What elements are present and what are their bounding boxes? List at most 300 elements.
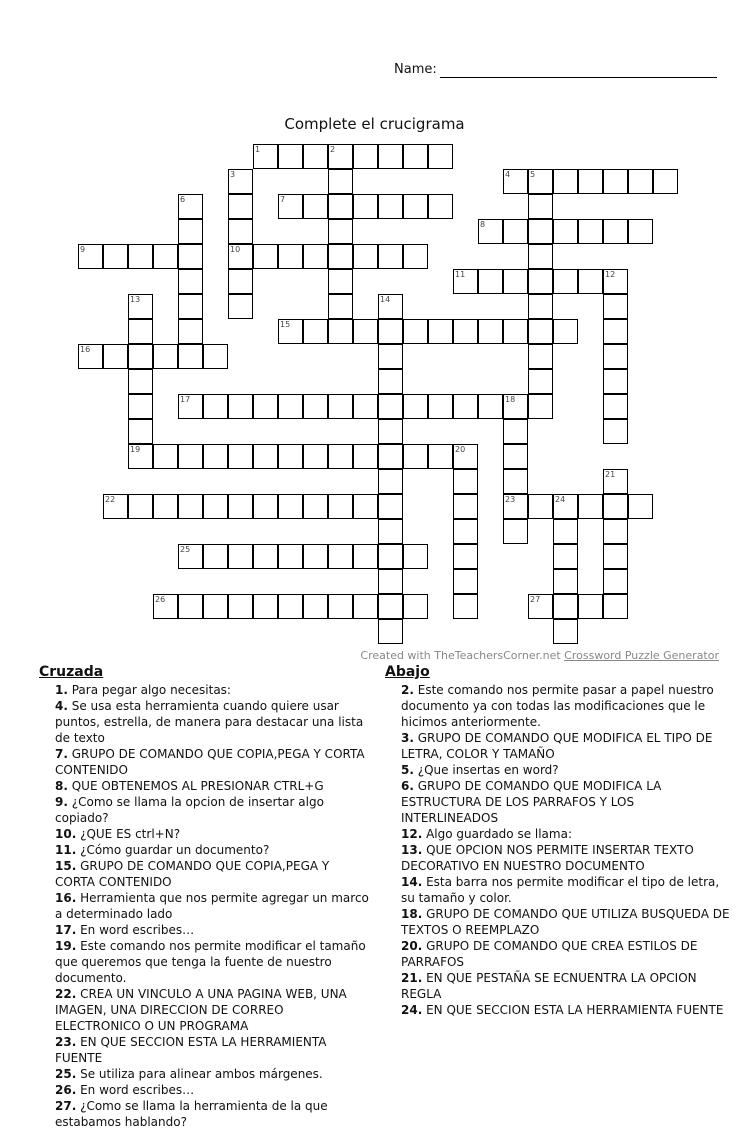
across-list [39, 682, 369, 1130]
clue-text: ¿Como se llama la herramienta de la que estabamos hablando? [55, 1099, 328, 1129]
credit-line [360, 649, 719, 662]
grid-cell[interactable] [128, 244, 153, 269]
grid-cell[interactable] [178, 269, 203, 294]
grid-cell[interactable] [278, 194, 303, 219]
clue-number: 17. [55, 923, 77, 937]
grid-cell[interactable] [128, 494, 153, 519]
grid-cell[interactable] [278, 394, 303, 419]
grid-cell[interactable] [503, 394, 528, 419]
clue-number: 21. [401, 971, 423, 985]
grid-cell[interactable] [528, 394, 553, 419]
clue-text: En word escribes… [76, 923, 195, 937]
page-title: Complete el crucigrama [284, 115, 465, 133]
grid-cell[interactable] [278, 544, 303, 569]
grid-cell[interactable] [528, 494, 553, 519]
grid-cell[interactable] [253, 244, 278, 269]
grid-cell[interactable] [178, 394, 203, 419]
clue-text: EN QUE SECCION ESTA LA HERRAMIENTA FUENTE [55, 1035, 327, 1065]
grid-cell[interactable] [278, 594, 303, 619]
across-clue [39, 842, 369, 858]
grid-cell[interactable] [403, 244, 428, 269]
grid-cell[interactable] [603, 319, 628, 344]
grid-cell[interactable] [428, 144, 453, 169]
clue-number: 3. [401, 731, 414, 745]
grid-cell[interactable] [603, 569, 628, 594]
grid-cell[interactable] [253, 144, 278, 169]
grid-cell[interactable] [603, 519, 628, 544]
across-clue [39, 682, 369, 698]
grid-cell[interactable] [328, 144, 353, 169]
grid-cell[interactable] [128, 369, 153, 394]
grid-cell[interactable] [153, 444, 178, 469]
grid-cell[interactable] [453, 519, 478, 544]
across-clue [39, 746, 369, 778]
grid-cell[interactable] [328, 494, 353, 519]
grid-cell[interactable] [603, 544, 628, 569]
grid-cell[interactable] [428, 194, 453, 219]
grid-cell[interactable] [603, 594, 628, 619]
cell-number: 18 [505, 395, 516, 404]
grid-cell[interactable] [228, 394, 253, 419]
grid-cell[interactable] [178, 194, 203, 219]
grid-cell[interactable] [378, 594, 403, 619]
grid-cell[interactable] [603, 169, 628, 194]
down-clue [385, 778, 730, 826]
cell-number: 19 [130, 445, 141, 454]
grid-cell[interactable] [228, 169, 253, 194]
grid-cell[interactable] [303, 194, 328, 219]
grid-cell[interactable] [528, 219, 553, 244]
clue-text: Para pegar algo necesitas: [67, 683, 231, 697]
grid-cell[interactable] [553, 594, 578, 619]
clue-text: ¿Como se llama la opcion de insertar algo copiado? [55, 795, 324, 825]
cell-number: 2 [330, 145, 336, 154]
grid-cell[interactable] [553, 319, 578, 344]
grid-cell[interactable] [353, 544, 378, 569]
grid-cell[interactable] [378, 444, 403, 469]
clue-text: Se utiliza para alinear ambos márgenes. [76, 1067, 323, 1081]
grid-cell[interactable] [328, 244, 353, 269]
grid-cell[interactable] [328, 194, 353, 219]
grid-cell[interactable] [403, 394, 428, 419]
grid-cell[interactable] [303, 444, 328, 469]
clue-number: 20. [401, 939, 423, 953]
cell-number: 1 [255, 145, 261, 154]
grid-cell[interactable] [203, 444, 228, 469]
grid-cell[interactable] [603, 269, 628, 294]
grid-cell[interactable] [478, 394, 503, 419]
grid-cell[interactable] [128, 444, 153, 469]
clue-number: 27. [55, 1099, 77, 1113]
grid-cell[interactable] [453, 544, 478, 569]
clue-number: 23. [55, 1035, 77, 1049]
clue-number: 14. [401, 875, 423, 889]
grid-cell[interactable] [128, 419, 153, 444]
grid-cell[interactable] [253, 594, 278, 619]
cell-number: 3 [230, 170, 236, 179]
grid-cell[interactable] [303, 544, 328, 569]
grid-cell[interactable] [528, 594, 553, 619]
cell-number: 9 [80, 245, 86, 254]
grid-cell[interactable] [228, 194, 253, 219]
cell-number: 7 [280, 195, 286, 204]
across-clue [39, 1082, 369, 1098]
clue-number: 18. [401, 907, 423, 921]
grid-cell[interactable] [403, 444, 428, 469]
cell-number: 10 [230, 245, 241, 254]
clue-number: 2. [401, 683, 414, 697]
grid-cell[interactable] [453, 269, 478, 294]
grid-cell[interactable] [328, 544, 353, 569]
grid-cell[interactable] [203, 494, 228, 519]
grid-cell[interactable] [528, 244, 553, 269]
credit-text: Created with TheTeachersCorner.net [360, 649, 565, 662]
grid-cell[interactable] [328, 169, 353, 194]
grid-cell[interactable] [378, 469, 403, 494]
cell-number: 23 [505, 495, 516, 504]
grid-cell[interactable] [303, 594, 328, 619]
across-clues [39, 664, 369, 1130]
grid-cell[interactable] [528, 294, 553, 319]
grid-cell[interactable] [453, 569, 478, 594]
cell-number: 8 [480, 220, 486, 229]
down-clues [385, 664, 730, 1018]
down-heading: Abajo [385, 664, 430, 680]
across-clue [39, 794, 369, 826]
cell-number: 15 [280, 320, 291, 329]
grid-cell[interactable] [503, 419, 528, 444]
grid-cell[interactable] [178, 294, 203, 319]
grid-cell[interactable] [228, 544, 253, 569]
grid-cell[interactable] [353, 444, 378, 469]
grid-cell[interactable] [328, 394, 353, 419]
across-clue [39, 826, 369, 842]
grid-cell[interactable] [578, 494, 603, 519]
grid-cell[interactable] [503, 494, 528, 519]
grid-cell[interactable] [228, 294, 253, 319]
grid-cell[interactable] [203, 344, 228, 369]
grid-cell[interactable] [428, 319, 453, 344]
grid-cell[interactable] [378, 294, 403, 319]
grid-cell[interactable] [353, 319, 378, 344]
clue-text: QUE OBTENEMOS AL PRESIONAR CTRL+G [67, 779, 324, 793]
clue-number: 15. [55, 859, 77, 873]
grid-cell[interactable] [228, 269, 253, 294]
grid-cell[interactable] [503, 219, 528, 244]
grid-cell[interactable] [378, 544, 403, 569]
grid-cell[interactable] [603, 394, 628, 419]
grid-cell[interactable] [328, 294, 353, 319]
grid-cell[interactable] [228, 244, 253, 269]
grid-cell[interactable] [378, 144, 403, 169]
cell-number: 4 [505, 170, 511, 179]
clue-text: Se usa esta herramienta cuando quiere usar puntos, estrella, de manera para destacar una lista de texto [55, 699, 364, 745]
across-clue [39, 1098, 369, 1130]
clue-text: Algo guardado se llama: [422, 827, 572, 841]
grid-cell[interactable] [178, 544, 203, 569]
grid-cell[interactable] [528, 169, 553, 194]
cell-number: 13 [130, 295, 141, 304]
grid-cell[interactable] [453, 469, 478, 494]
across-clue [39, 858, 369, 890]
down-clue [385, 762, 730, 778]
grid-cell[interactable] [503, 169, 528, 194]
grid-cell[interactable] [528, 369, 553, 394]
grid-cell[interactable] [178, 319, 203, 344]
grid-cell[interactable] [178, 219, 203, 244]
down-clue [385, 730, 730, 762]
cell-number: 21 [605, 470, 616, 479]
grid-cell[interactable] [103, 344, 128, 369]
cell-number: 20 [455, 445, 466, 454]
grid-cell[interactable] [228, 444, 253, 469]
grid-cell[interactable] [528, 319, 553, 344]
grid-cell[interactable] [178, 444, 203, 469]
grid-cell[interactable] [178, 494, 203, 519]
clue-number: 9. [55, 795, 68, 809]
grid-cell[interactable] [378, 619, 403, 644]
clue-text: QUE OPCION NOS PERMITE INSERTAR TEXTO DECORATIVO EN NUESTRO DOCUMENTO [401, 843, 694, 873]
grid-cell[interactable] [328, 319, 353, 344]
cell-number: 25 [180, 545, 191, 554]
grid-cell[interactable] [153, 594, 178, 619]
grid-cell[interactable] [203, 394, 228, 419]
grid-cell[interactable] [528, 344, 553, 369]
grid-cell[interactable] [353, 594, 378, 619]
grid-cell[interactable] [303, 144, 328, 169]
clue-number: 5. [401, 763, 414, 777]
across-clue [39, 890, 369, 922]
clue-text: ¿Cómo guardar un documento? [76, 843, 270, 857]
grid-cell[interactable] [353, 494, 378, 519]
grid-cell[interactable] [378, 569, 403, 594]
grid-cell[interactable] [403, 544, 428, 569]
across-clue [39, 698, 369, 746]
grid-cell[interactable] [628, 219, 653, 244]
grid-cell[interactable] [353, 394, 378, 419]
cell-number: 27 [530, 595, 541, 604]
down-clue [385, 682, 730, 730]
grid-cell[interactable] [378, 394, 403, 419]
across-clue [39, 778, 369, 794]
grid-cell[interactable] [578, 219, 603, 244]
grid-cell[interactable] [78, 344, 103, 369]
grid-cell[interactable] [378, 494, 403, 519]
clue-number: 13. [401, 843, 423, 857]
grid-cell[interactable] [228, 494, 253, 519]
down-list [385, 682, 730, 1018]
grid-cell[interactable] [553, 269, 578, 294]
grid-cell[interactable] [478, 319, 503, 344]
grid-cell[interactable] [453, 594, 478, 619]
grid-cell[interactable] [503, 269, 528, 294]
grid-cell[interactable] [103, 244, 128, 269]
grid-cell[interactable] [203, 594, 228, 619]
clue-text: GRUPO DE COMANDO QUE COPIA,PEGA Y CORTA CONTENIDO [55, 859, 330, 889]
grid-cell[interactable] [503, 444, 528, 469]
grid-cell[interactable] [253, 494, 278, 519]
grid-cell[interactable] [378, 519, 403, 544]
grid-cell[interactable] [253, 444, 278, 469]
clue-number: 7. [55, 747, 68, 761]
grid-cell[interactable] [353, 144, 378, 169]
clue-text: ¿Que insertas en word? [413, 763, 559, 777]
grid-cell[interactable] [328, 269, 353, 294]
clue-text: GRUPO DE COMANDO QUE MODIFICA EL TIPO DE LETRA, COLOR Y TAMAÑO [401, 731, 713, 761]
grid-cell[interactable] [303, 494, 328, 519]
grid-cell[interactable] [503, 519, 528, 544]
grid-cell[interactable] [128, 344, 153, 369]
name-label: Name: [394, 62, 437, 77]
grid-cell[interactable] [503, 319, 528, 344]
grid-cell[interactable] [603, 369, 628, 394]
grid-cell[interactable] [453, 444, 478, 469]
grid-cell[interactable] [403, 194, 428, 219]
grid-cell[interactable] [378, 194, 403, 219]
clue-text: Este comando nos permite pasar a papel nuestro documento ya con todas las modificaciones que le hicimos anteriormente. [401, 683, 714, 729]
grid-cell[interactable] [228, 594, 253, 619]
grid-cell[interactable] [553, 519, 578, 544]
grid-cell[interactable] [478, 269, 503, 294]
grid-cell[interactable] [353, 194, 378, 219]
grid-cell[interactable] [353, 244, 378, 269]
grid-cell[interactable] [128, 294, 153, 319]
across-clue [39, 986, 369, 1034]
grid-cell[interactable] [528, 269, 553, 294]
clue-number: 24. [401, 1003, 423, 1017]
grid-cell[interactable] [453, 319, 478, 344]
grid-cell[interactable] [603, 294, 628, 319]
cell-number: 16 [80, 345, 91, 354]
grid-cell[interactable] [278, 444, 303, 469]
grid-cell[interactable] [553, 494, 578, 519]
grid-cell[interactable] [378, 344, 403, 369]
cell-number: 12 [605, 270, 616, 279]
grid-cell[interactable] [603, 219, 628, 244]
grid-cell[interactable] [378, 244, 403, 269]
down-clue [385, 842, 730, 874]
across-clue [39, 938, 369, 986]
grid-cell[interactable] [328, 444, 353, 469]
grid-cell[interactable] [153, 244, 178, 269]
grid-cell[interactable] [553, 544, 578, 569]
grid-cell[interactable] [278, 319, 303, 344]
grid-cell[interactable] [278, 244, 303, 269]
grid-cell[interactable] [153, 344, 178, 369]
grid-cell[interactable] [528, 194, 553, 219]
grid-cell[interactable] [128, 394, 153, 419]
grid-cell[interactable] [253, 394, 278, 419]
grid-cell[interactable] [228, 219, 253, 244]
cell-number: 5 [530, 170, 536, 179]
grid-cell[interactable] [303, 394, 328, 419]
cell-number: 14 [380, 295, 391, 304]
clue-text: Herramienta que nos permite agregar un marco a determinado lado [55, 891, 369, 921]
grid-cell[interactable] [553, 619, 578, 644]
grid-cell[interactable] [553, 569, 578, 594]
clue-text: GRUPO DE COMANDO QUE CREA ESTILOS DE PARRAFOS [401, 939, 698, 969]
grid-cell[interactable] [153, 494, 178, 519]
grid-cell[interactable] [278, 494, 303, 519]
down-clue [385, 906, 730, 938]
across-clue [39, 1066, 369, 1082]
grid-cell[interactable] [603, 419, 628, 444]
grid-cell[interactable] [578, 594, 603, 619]
cell-number: 17 [180, 395, 191, 404]
grid-cell[interactable] [278, 144, 303, 169]
clue-text: En word escribes… [76, 1083, 195, 1097]
clue-number: 4. [55, 699, 68, 713]
clue-number: 25. [55, 1067, 77, 1081]
grid-cell[interactable] [303, 319, 328, 344]
grid-cell[interactable] [403, 594, 428, 619]
grid-cell[interactable] [178, 244, 203, 269]
down-clue [385, 938, 730, 970]
clue-number: 19. [55, 939, 77, 953]
clue-number: 8. [55, 779, 68, 793]
grid-cell[interactable] [603, 344, 628, 369]
down-clue [385, 826, 730, 842]
grid-cell[interactable] [253, 544, 278, 569]
grid-cell[interactable] [628, 169, 653, 194]
grid-cell[interactable] [628, 494, 653, 519]
grid-cell[interactable] [403, 319, 428, 344]
grid-cell[interactable] [553, 169, 578, 194]
grid-cell[interactable] [503, 469, 528, 494]
grid-cell[interactable] [603, 469, 628, 494]
clue-number: 26. [55, 1083, 77, 1097]
grid-cell[interactable] [578, 169, 603, 194]
grid-cell[interactable] [103, 494, 128, 519]
down-clue [385, 970, 730, 1002]
grid-cell[interactable] [378, 369, 403, 394]
grid-cell[interactable] [453, 394, 478, 419]
grid-cell[interactable] [78, 244, 103, 269]
cell-number: 22 [105, 495, 116, 504]
grid-cell[interactable] [653, 169, 678, 194]
credit-link[interactable]: Crossword Puzzle Generator [564, 649, 719, 662]
across-clue [39, 922, 369, 938]
grid-cell[interactable] [128, 319, 153, 344]
grid-cell[interactable] [328, 219, 353, 244]
clue-text: GRUPO DE COMANDO QUE UTILIZA BUSQUEDA DE TEXTOS O REEMPLAZO [401, 907, 730, 937]
clue-text: CREA UN VINCULO A UNA PAGINA WEB, UNA IMAGEN, UNA DIRECCION DE CORREO ELECTRONICO O UN PROGRAMA [55, 987, 347, 1033]
grid-cell[interactable] [178, 344, 203, 369]
grid-cell[interactable] [303, 244, 328, 269]
grid-cell[interactable] [428, 444, 453, 469]
clue-text: EN QUE PESTAÑA SE ECNUENTRA LA OPCION REGLA [401, 971, 697, 1001]
cell-number: 6 [180, 195, 186, 204]
clue-text: GRUPO DE COMANDO QUE COPIA,PEGA Y CORTA CONTENIDO [55, 747, 365, 777]
grid-cell[interactable] [203, 544, 228, 569]
grid-cell[interactable] [378, 419, 403, 444]
grid-cell[interactable] [478, 219, 503, 244]
grid-cell[interactable] [553, 219, 578, 244]
clue-text: GRUPO DE COMANDO QUE MODIFICA LA ESTRUCTURA DE LOS PARRAFOS Y LOS INTERLINEADOS [401, 779, 662, 825]
grid-cell[interactable] [428, 394, 453, 419]
grid-cell[interactable] [578, 269, 603, 294]
grid-cell[interactable] [403, 144, 428, 169]
across-heading: Cruzada [39, 664, 104, 680]
grid-cell[interactable] [378, 319, 403, 344]
grid-cell[interactable] [328, 594, 353, 619]
down-clue [385, 874, 730, 906]
clue-text: EN QUE SECCION ESTA LA HERRAMIENTA FUENTE [422, 1003, 724, 1017]
grid-cell[interactable] [603, 494, 628, 519]
grid-cell[interactable] [178, 594, 203, 619]
clue-number: 12. [401, 827, 423, 841]
grid-cell[interactable] [453, 494, 478, 519]
